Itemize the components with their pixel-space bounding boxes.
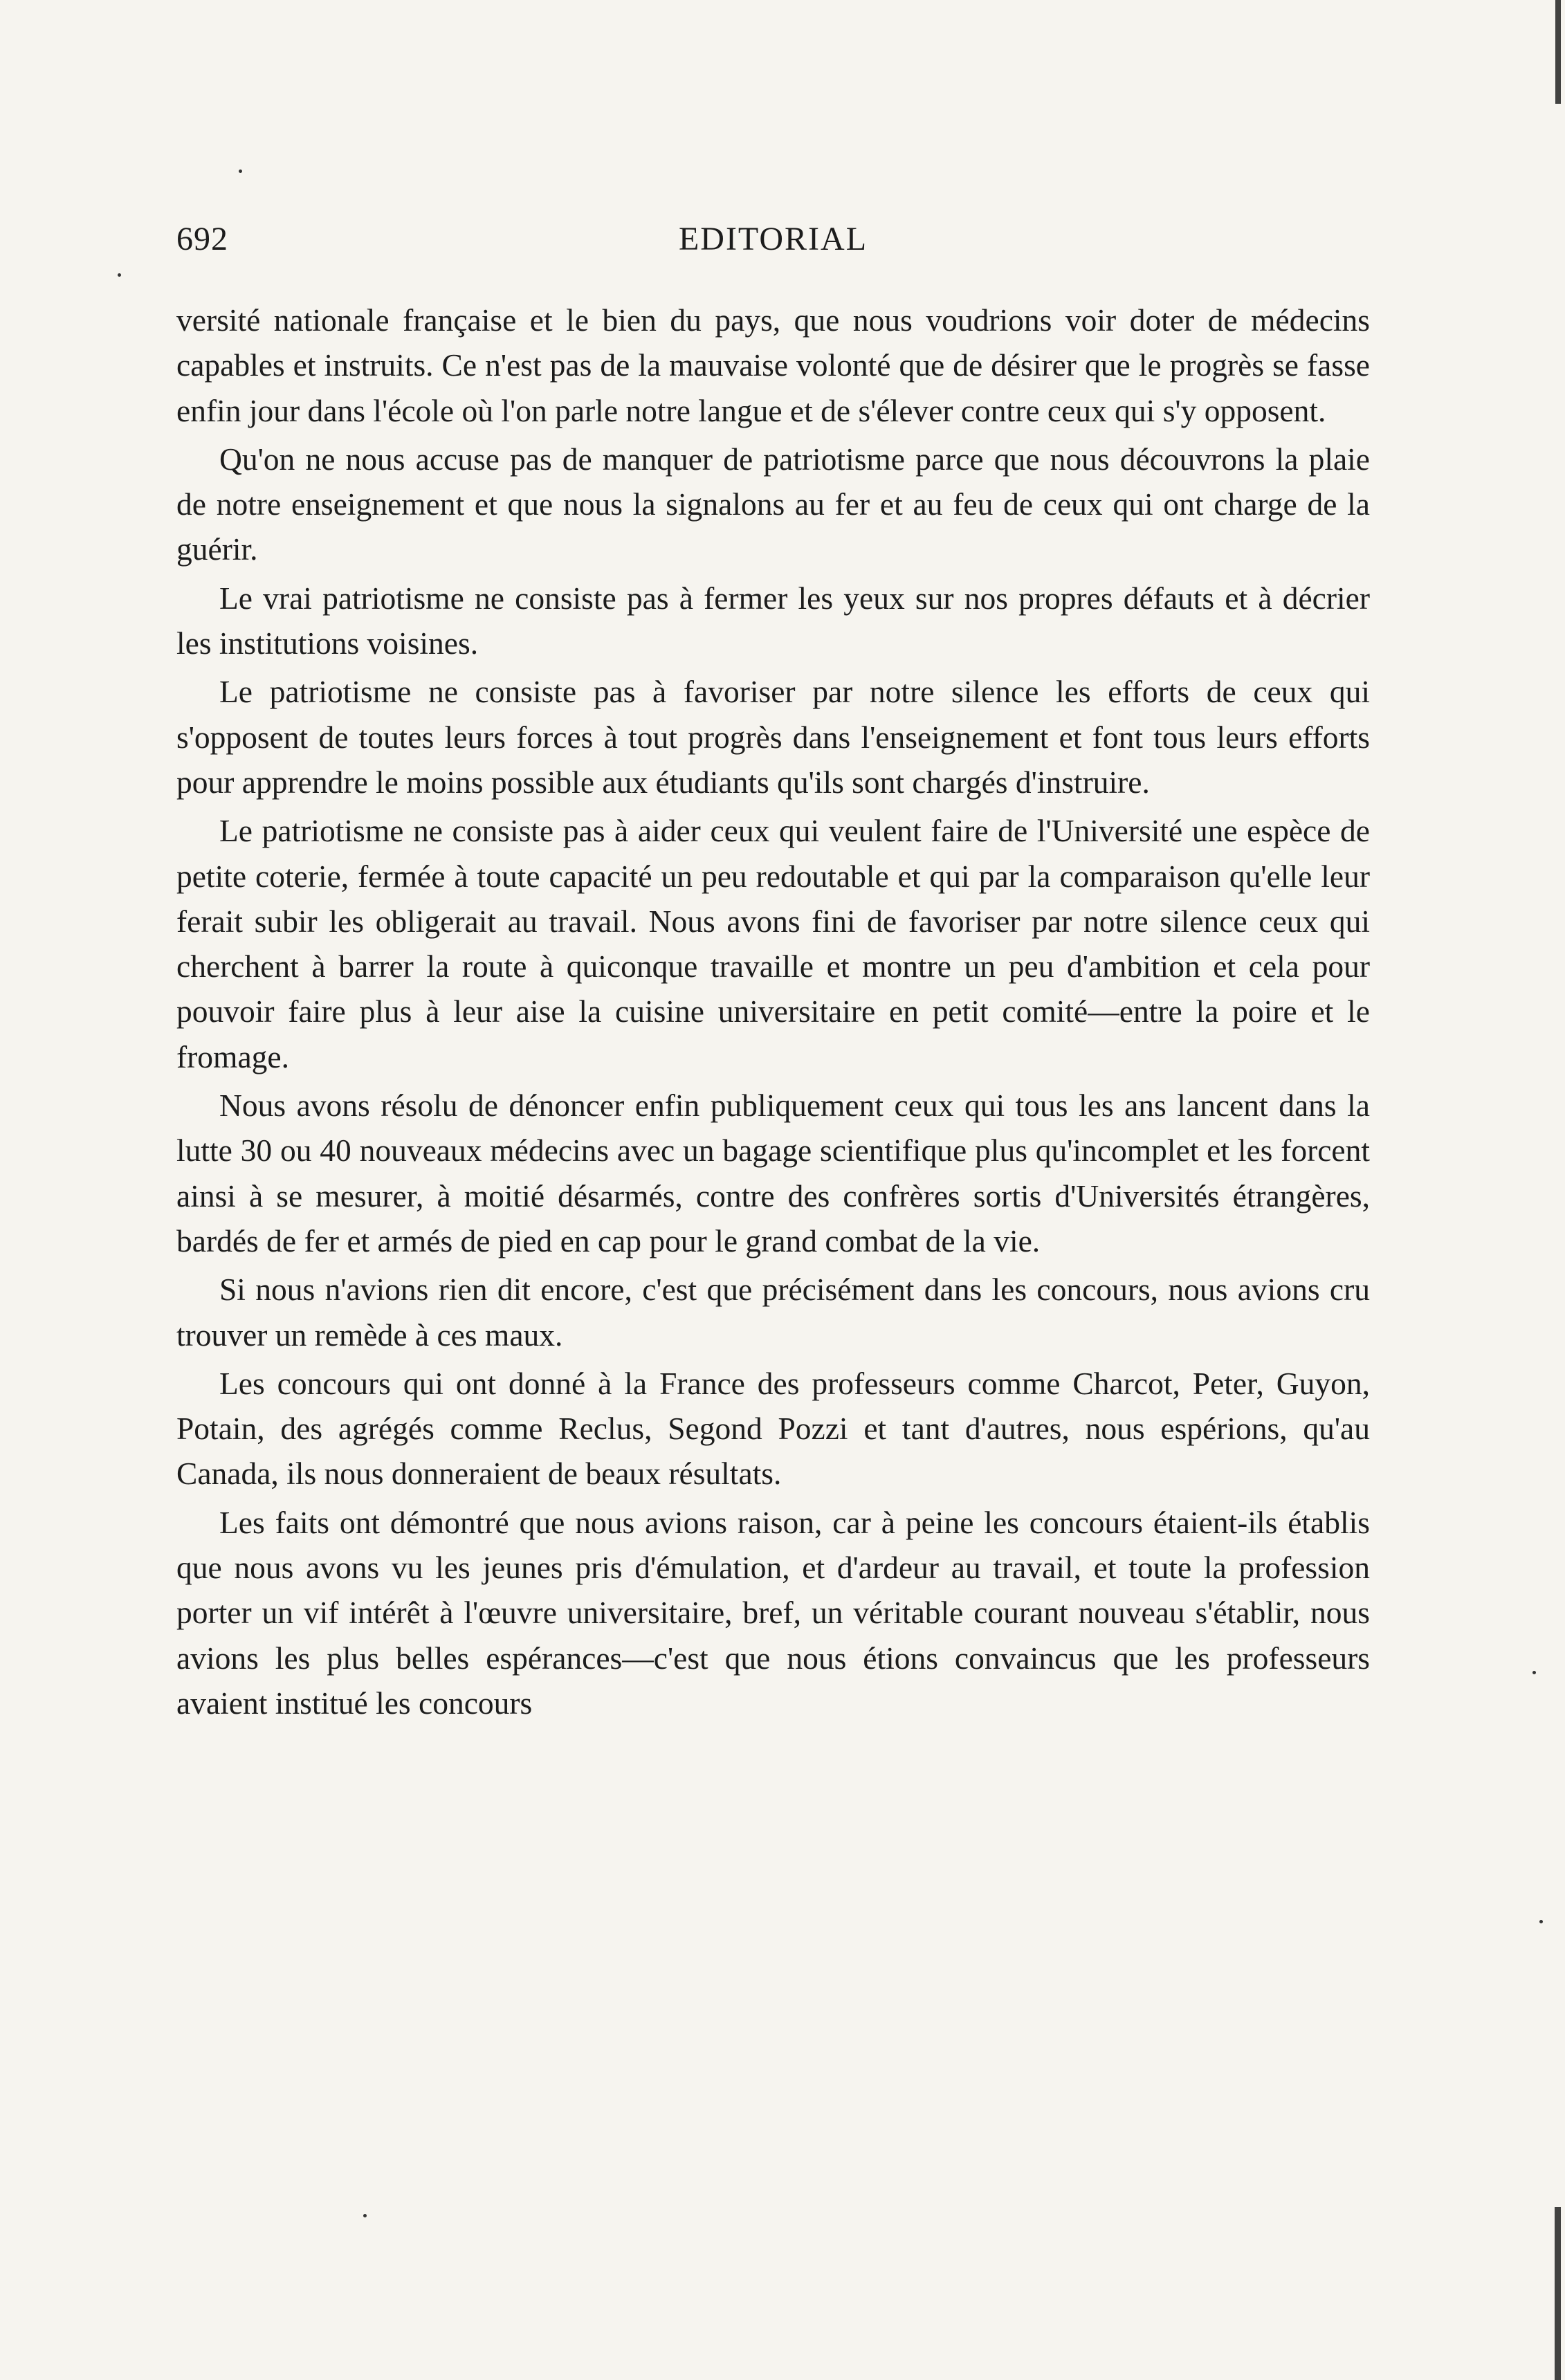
page-header <box>176 220 1370 268</box>
running-title: EDITORIAL <box>678 221 868 257</box>
body-text <box>176 298 1370 1729</box>
paragraph-8: Les concours qui ont donné à la France des professeurs comme Charcot, Peter, Guyon, Potain, des agrégés comme Reclus, Segond Pozzi et tant d'autres, nous espérions, qu'au Canada, ils nous donneraient de beaux résultats. <box>176 1365 1370 1492</box>
page-number: 692 <box>176 221 228 257</box>
scan-speck <box>363 2214 367 2217</box>
paragraph-9: Les faits ont démontré que nous avions raison, car à peine les concours étaient-ils établis que nous avons vu les jeunes pris d'émulation, et d'ardeur au travail, et toute la profession porter un vif intérêt à l'œuvre universitaire, bref, un véritable courant nouveau s'établir, nous avions les plus belles espérances—c'est que nous étions convaincus que les professeurs avaient institué les concours <box>176 1504 1370 1721</box>
scan-speck <box>1532 1671 1536 1674</box>
scan-speck <box>118 273 121 277</box>
scan-speck <box>239 170 242 173</box>
paragraph-1: versité nationale française et le bien du pays, que nous voudrions voir doter de médecins capables et instruits. Ce n'est pas de la mauvaise volonté que de désirer que le progrès se fasse enfin jour dans l'école où l'on parle notre langue et de s'élever contre ceux qui s'y opposent. <box>176 302 1370 428</box>
paragraph-4: Le patriotisme ne consiste pas à favoriser par notre silence les efforts de ceux qui s'opposent de toutes leurs forces à tout progrès dans l'enseignement et font tous leurs efforts pour apprendre le moins possible aux étudiants qu'ils sont chargés d'instruire. <box>176 674 1370 800</box>
scan-edge-mark-top <box>1555 0 1561 104</box>
paragraph-6: Nous avons résolu de dénoncer enfin publiquement ceux qui tous les ans lancent dans la lutte 30 ou 40 nouveaux médecins avec un bagage scientifique plus qu'incomplet et les forcent ainsi à se mesurer, à moitié désarmés, contre des confrères sortis d'Universités étrangères, bardés de fer et armés de pied en cap pour le grand combat de la vie. <box>176 1088 1370 1258</box>
paragraph-3: Le vrai patriotisme ne consiste pas à fermer les yeux sur nos propres défauts et à décrier les institutions voisines. <box>176 580 1370 661</box>
paragraph-7: Si nous n'avions rien dit encore, c'est que précisément dans les concours, nous avions cru trouver un remède à ces maux. <box>176 1272 1370 1353</box>
scan-speck <box>1539 1920 1543 1923</box>
paragraph-5: Le patriotisme ne consiste pas à aider ceux qui veulent faire de l'Université une espèce de petite coterie, fermée à toute capacité un peu redoutable et qui par la comparaison qu'elle leur ferait subir les obligerait au travail. Nous avons fini de favoriser par notre silence ceux qui cherchent à barrer la route à quiconque travaille et montre un peu d'ambition et cela pour pouvoir faire plus à leur aise la cuisine universitaire en petit comité—entre la poire et le fromage. <box>176 813 1370 1074</box>
scan-edge-mark-bottom <box>1555 2207 1561 2380</box>
paragraph-2: Qu'on ne nous accuse pas de manquer de patriotisme parce que nous découvrons la plaie de notre enseignement et que nous la signalons au fer et au feu de ceux qui ont charge de la guérir. <box>176 441 1370 567</box>
